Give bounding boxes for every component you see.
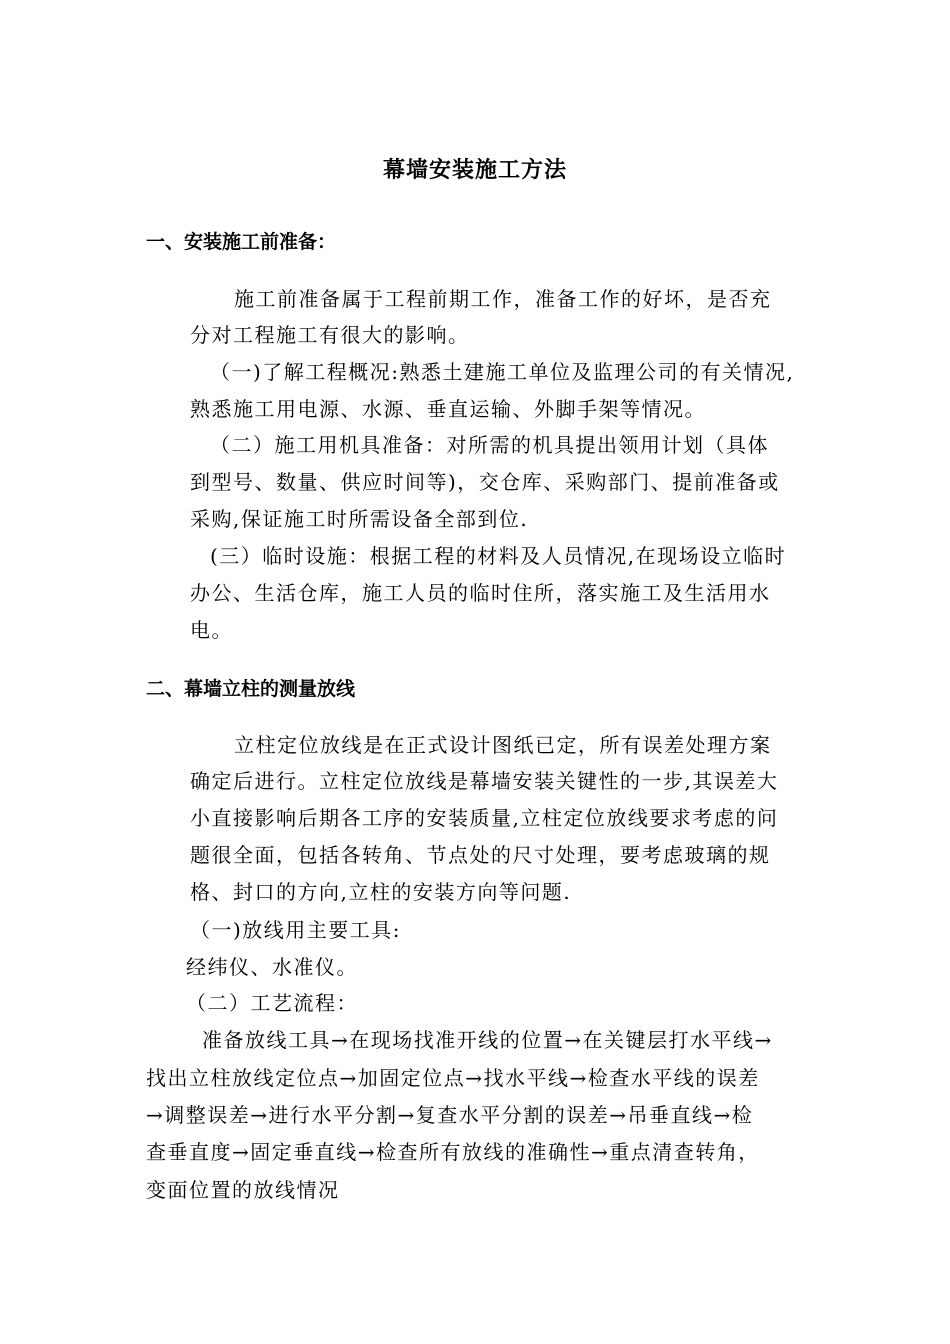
paragraph-line: 分对工程施工有很大的影响。 (190, 323, 470, 347)
paragraph-line: （一)了解工程概况:熟悉土建施工单位及监理公司的有关情况, (210, 360, 795, 384)
paragraph-line: 找出立柱放线定位点→加固定位点→找水平线→检查水平线的误差 (146, 1066, 760, 1090)
paragraph-line: （一)放线用主要工具: (190, 918, 402, 942)
paragraph-line: 熟悉施工用电源、水源、垂直运输、外脚手架等情况。 (190, 397, 706, 421)
paragraph-line: 电。 (190, 618, 233, 642)
paragraph-line: 查垂直度→固定垂直线→检查所有放线的准确性→重点清查转角， (146, 1140, 760, 1164)
paragraph-line: （二）施工用机具准备：对所需的机具提出领用计划（具体 (210, 433, 769, 457)
paragraph-line: 立柱定位放线是在正式设计图纸已定，所有误差处理方案 (234, 733, 772, 757)
paragraph-line: 采购,保证施工时所需设备全部到位. (190, 507, 529, 531)
paragraph-line: 准备放线工具→在现场找准开线的位置→在关键层打水平线→ (202, 1028, 773, 1052)
paragraph-line: 格、封口的方向,立柱的安装方向等问题. (190, 880, 572, 904)
section-heading-preparation: 一、安装施工前准备： (146, 231, 337, 253)
paragraph-line: →调整误差→进行水平分割→复查水平分割的误差→吊垂直线→检 (146, 1103, 754, 1127)
paragraph-line: 施工前准备属于工程前期工作，准备工作的好坏，是否充 (234, 287, 772, 311)
paragraph-line: 确定后进行。立柱定位放线是幕墙安装关键性的一步,其误差大 (190, 769, 779, 793)
paragraph-line: 经纬仪、水准仪。 (186, 955, 358, 979)
paragraph-line: 题很全面，包括各转角、节点处的尺寸处理，要考虑玻璃的规 (190, 843, 771, 867)
paragraph-line: （二）工艺流程： (186, 991, 358, 1015)
paragraph-line: (三）临时设施：根据工程的材料及人员情况,在现场设立临时 (210, 544, 787, 568)
paragraph-line: 到型号、数量、供应时间等)，交仓库、采购部门、提前准备或 (190, 470, 780, 494)
paragraph-line: 小直接影响后期各工序的安装质量,立柱定位放线要求考虑的问 (190, 806, 779, 830)
paragraph-line: 办公、生活仓库，施工人员的临时住所，落实施工及生活用水 (190, 581, 771, 605)
section-heading-survey: 二、幕墙立柱的测量放线 (146, 678, 356, 700)
document-title: 幕墙安装施工方法 (382, 158, 567, 183)
paragraph-line: 变面位置的放线情况 (146, 1178, 340, 1202)
